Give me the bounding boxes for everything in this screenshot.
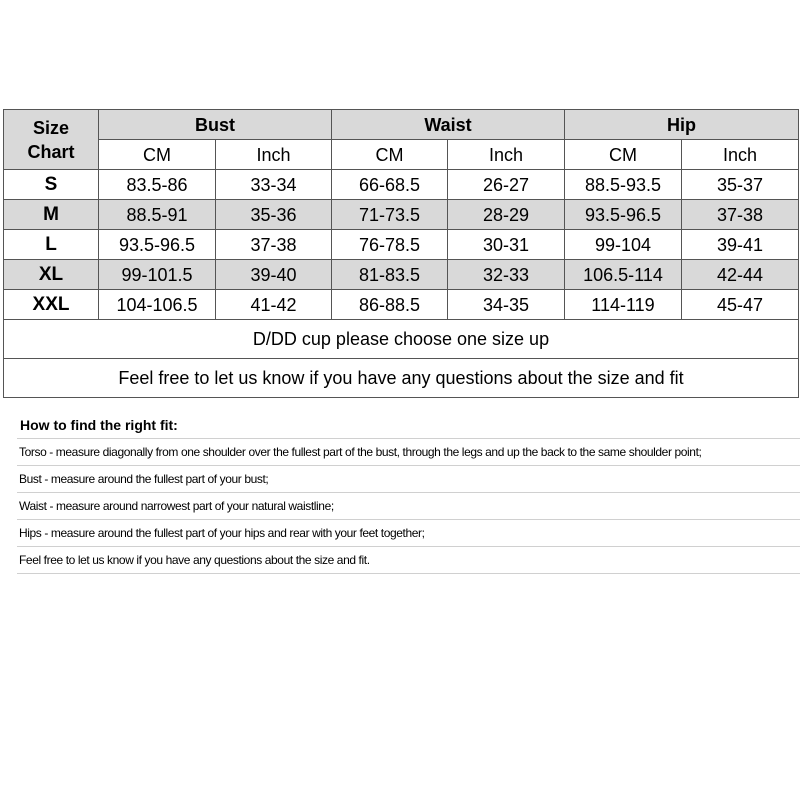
table-cell: 66-68.5: [332, 170, 448, 200]
table-cell: 39-40: [216, 260, 332, 290]
corner-label-chart: Chart: [27, 141, 75, 162]
table-cell: 81-83.5: [332, 260, 448, 290]
table-cell: 99-104: [565, 230, 682, 260]
contact-note: Feel free to let us know if you have any questions about the size and fit: [4, 359, 799, 398]
unit-header-bust-inch: Inch: [216, 140, 332, 170]
table-cell: 37-38: [682, 200, 799, 230]
table-cell: 42-44: [682, 260, 799, 290]
fit-guide-line: Feel free to let us know if you have any questions about the size and fit.: [17, 547, 800, 574]
size-chart-table: [3, 109, 799, 398]
unit-header-waist-inch: Inch: [448, 140, 565, 170]
fit-guide-title: How to find the right fit:: [17, 412, 800, 439]
fit-guide-line: Hips - measure around the fullest part of your hips and rear with your feet together;: [17, 520, 800, 547]
fit-guide-line: Waist - measure around narrowest part of your natural waistline;: [17, 493, 800, 520]
table-cell: 30-31: [448, 230, 565, 260]
fit-guide-line: Torso - measure diagonally from one shoulder over the fullest part of the bust, through the legs and up the back to the same shoulder point;: [17, 439, 800, 466]
group-header-bust: Bust: [99, 110, 332, 140]
fit-guide: [17, 412, 800, 574]
cup-size-note: D/DD cup please choose one size up: [4, 320, 799, 359]
table-cell: 34-35: [448, 290, 565, 320]
group-header-hip: Hip: [565, 110, 799, 140]
table-cell: 71-73.5: [332, 200, 448, 230]
table-cell: 88.5-93.5: [565, 170, 682, 200]
size-label: L: [4, 230, 99, 260]
table-row: [4, 200, 799, 230]
table-row: [4, 260, 799, 290]
note-row-cup: [4, 320, 799, 359]
fit-guide-line: Bust - measure around the fullest part of your bust;: [17, 466, 800, 493]
corner-label-size: Size: [32, 117, 70, 138]
table-cell: 45-47: [682, 290, 799, 320]
header-row-groups: [4, 110, 799, 140]
size-label: M: [4, 200, 99, 230]
table-cell: 99-101.5: [99, 260, 216, 290]
table-cell: 88.5-91: [99, 200, 216, 230]
table-cell: 83.5-86: [99, 170, 216, 200]
table-cell: 114-119: [565, 290, 682, 320]
table-cell: 33-34: [216, 170, 332, 200]
table-cell: 35-37: [682, 170, 799, 200]
table-cell: 28-29: [448, 200, 565, 230]
table-cell: 32-33: [448, 260, 565, 290]
table-cell: 86-88.5: [332, 290, 448, 320]
table-cell: 35-36: [216, 200, 332, 230]
table-row: [4, 230, 799, 260]
table-cell: 76-78.5: [332, 230, 448, 260]
table-row: [4, 170, 799, 200]
size-label: XL: [4, 260, 99, 290]
group-header-waist: Waist: [332, 110, 565, 140]
unit-header-bust-cm: CM: [99, 140, 216, 170]
size-label: XXL: [4, 290, 99, 320]
size-label: S: [4, 170, 99, 200]
unit-header-hip-cm: CM: [565, 140, 682, 170]
unit-header-hip-inch: Inch: [682, 140, 799, 170]
unit-header-waist-cm: CM: [332, 140, 448, 170]
table-cell: 106.5-114: [565, 260, 682, 290]
table-cell: 93.5-96.5: [565, 200, 682, 230]
note-row-contact: [4, 359, 799, 398]
size-chart-corner-header: [4, 110, 99, 170]
table-cell: 26-27: [448, 170, 565, 200]
table-row: [4, 290, 799, 320]
table-cell: 37-38: [216, 230, 332, 260]
header-row-units: [4, 140, 799, 170]
table-cell: 104-106.5: [99, 290, 216, 320]
table-cell: 41-42: [216, 290, 332, 320]
table-cell: 93.5-96.5: [99, 230, 216, 260]
table-cell: 39-41: [682, 230, 799, 260]
